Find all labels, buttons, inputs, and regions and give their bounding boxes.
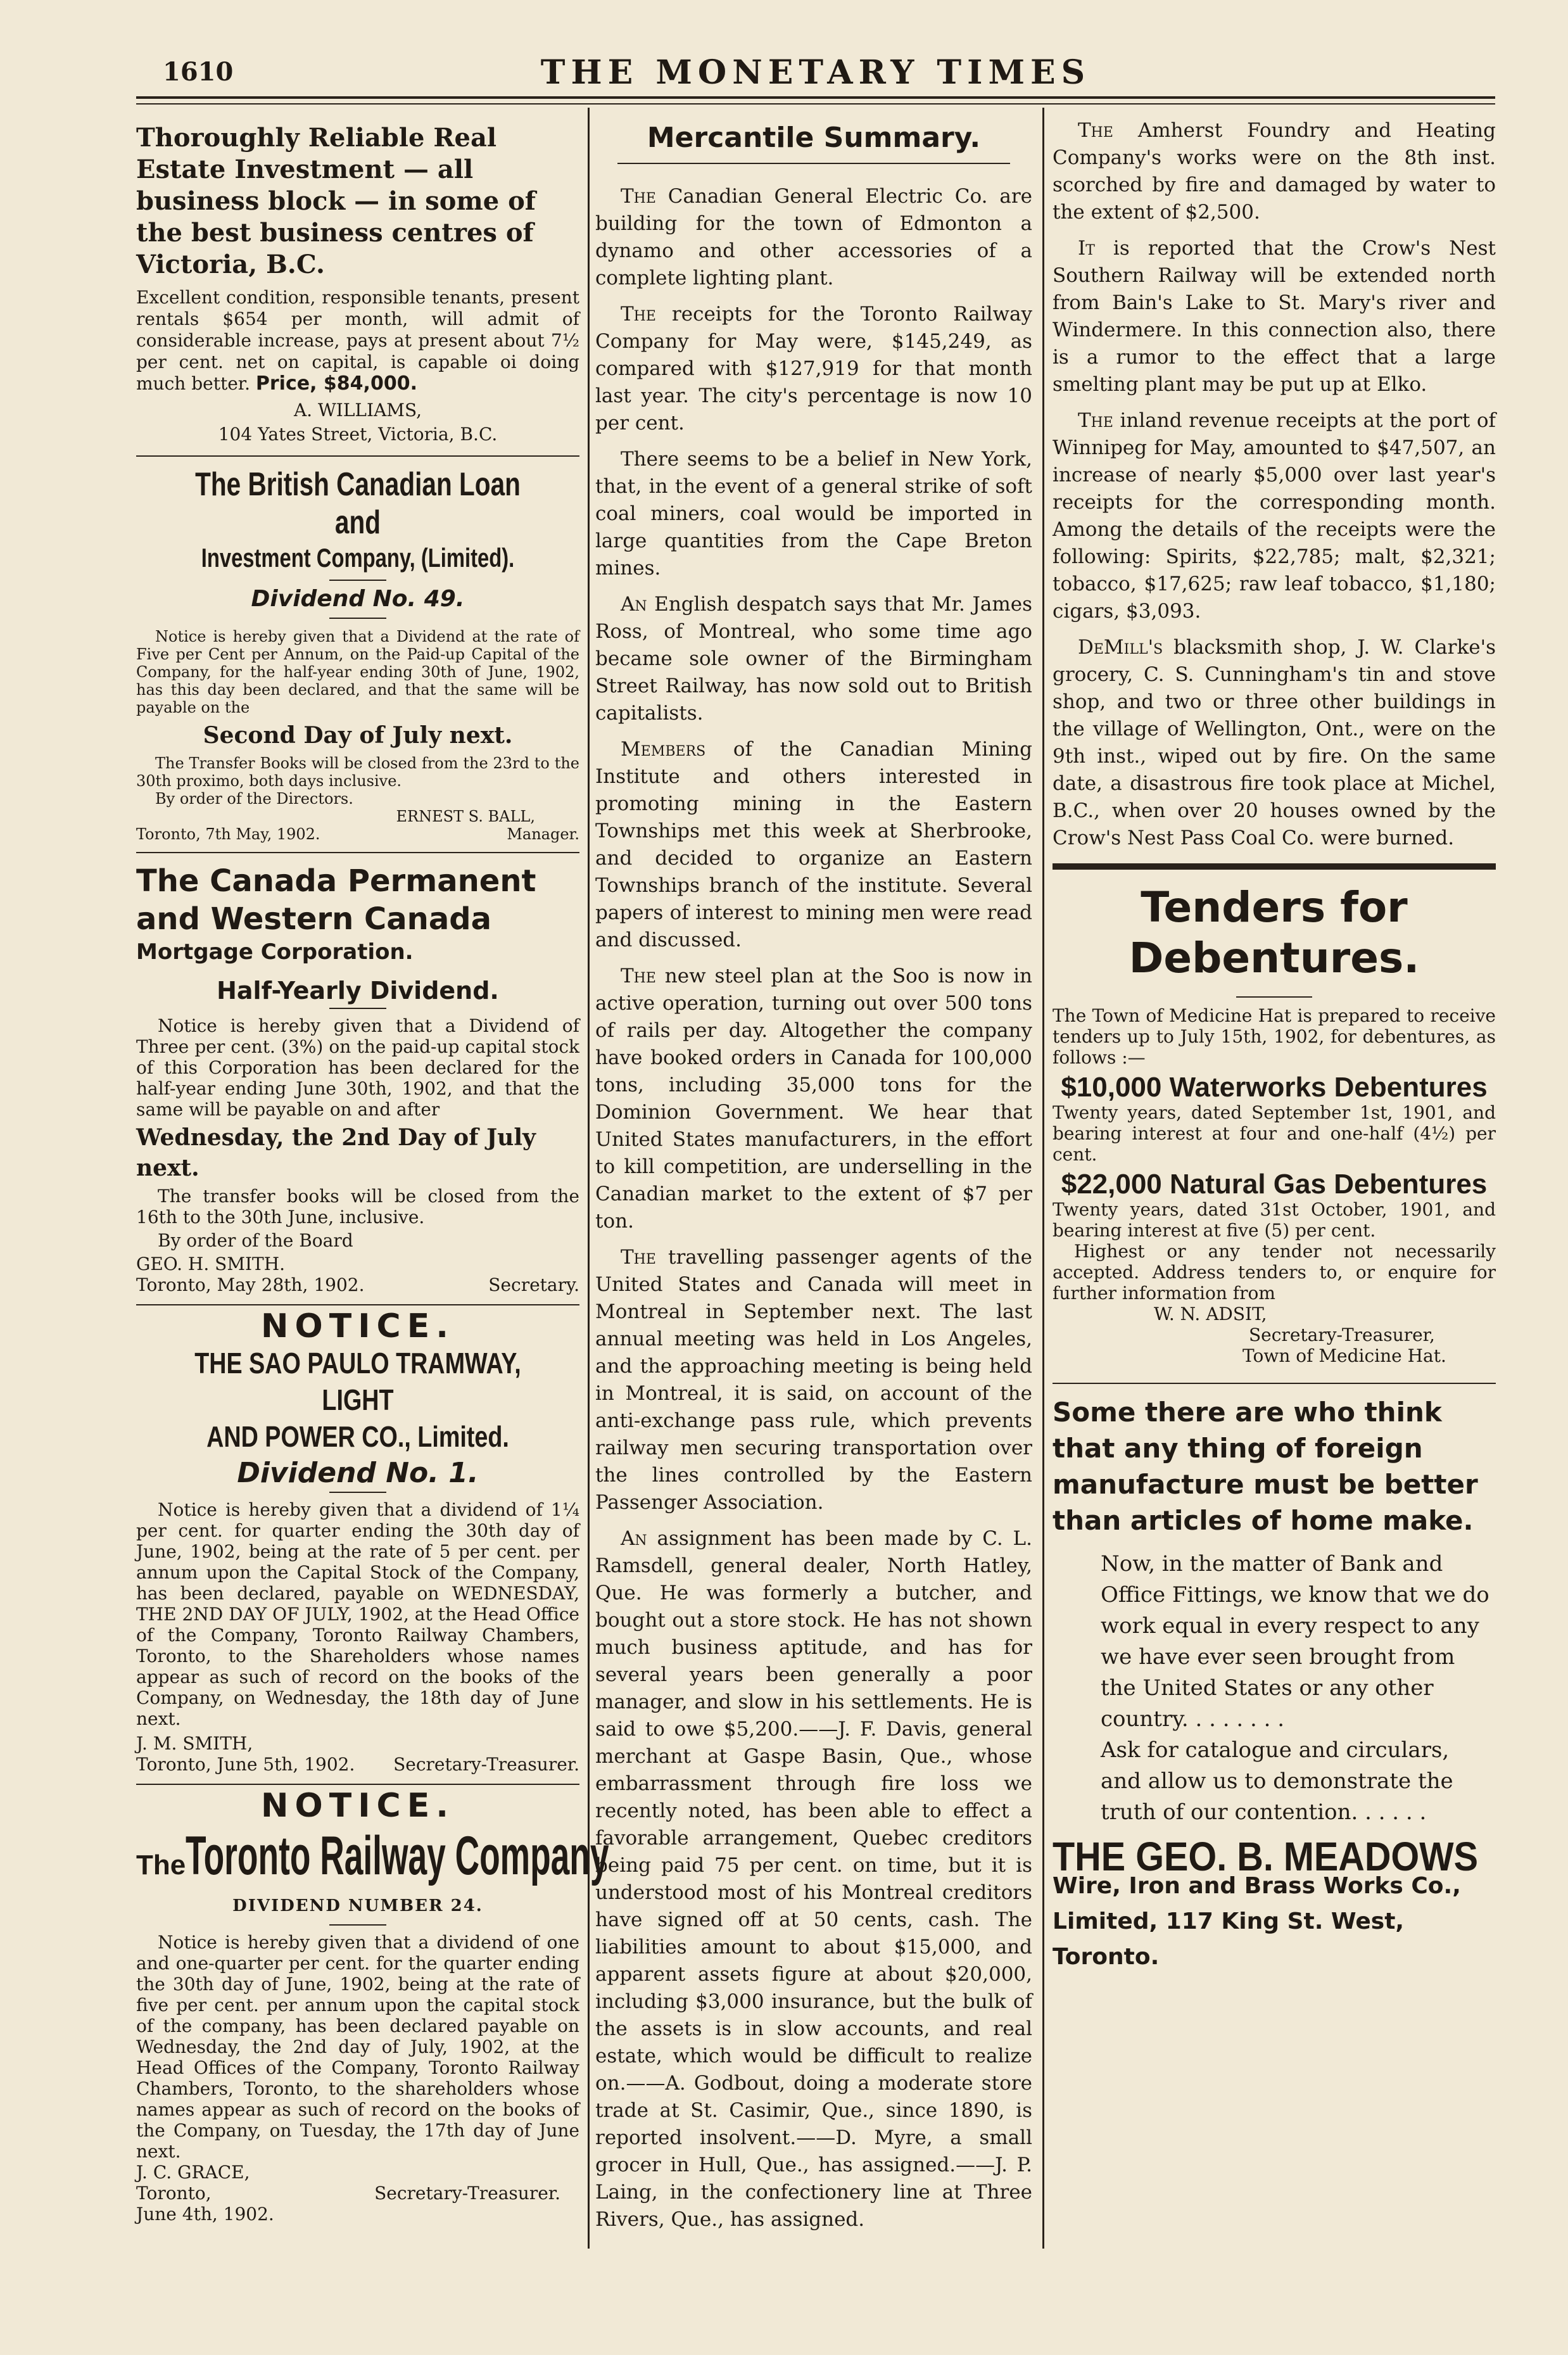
news-paragraph bbox=[1053, 235, 1496, 398]
paragraph-lead: The bbox=[621, 185, 656, 208]
sp-place-date: Toronto, June 5th, 1902. bbox=[136, 1754, 355, 1775]
paragraph-lead: An bbox=[621, 593, 647, 616]
paragraph-text: Amherst Foundry and Heating Company's works were on the 8th inst. scorched by fire and damaged by water to the extent of $2,500. bbox=[1053, 119, 1496, 224]
news-paragraph bbox=[595, 736, 1032, 954]
tr-role: Secretary-Treasurer. bbox=[374, 2183, 560, 2204]
cp-date: Wednesday, the 2nd Day of July next. bbox=[136, 1124, 536, 1181]
heading-rule bbox=[617, 163, 1010, 164]
bcl-transfer: The Transfer Books will be closed from the 23rd to the 30th proximo, both days inclusive. bbox=[136, 754, 579, 790]
paragraph-lead: The bbox=[621, 303, 656, 326]
bcl-place-date: Toronto, 7th May, 1902. bbox=[136, 825, 320, 843]
debenture-1-title: $10,000 Waterworks Debentures bbox=[1061, 1072, 1488, 1103]
sp-signer: J. M. SMITH, bbox=[136, 1733, 253, 1754]
paragraph-text: There seems to be a belief in New York, that, in the event of a general strike of soft coal miners, coal would be imported in large quantities from the Cape Breton mines. bbox=[595, 448, 1032, 580]
real-estate-address: 104 Yates Street, Victoria, B.C. bbox=[218, 424, 498, 445]
bcl-date: Second Day of July next. bbox=[203, 722, 513, 749]
section-rule bbox=[1053, 863, 1496, 870]
column-left bbox=[136, 117, 609, 2225]
mercantile-paragraphs bbox=[595, 183, 1032, 2233]
cp-body: Notice is hereby given that a Dividend of Three per cent. (3%) on the paid-up capital stock of this Corporation has been declared for the half-year ending June 30th, 1902, and that the same will be payable on and after bbox=[136, 1015, 579, 1120]
cp-signer: GEO. H. SMITH. bbox=[136, 1254, 286, 1274]
header-rule-thin bbox=[136, 103, 1495, 105]
bcl-title-2: Investment Company, (Limited). bbox=[201, 543, 515, 573]
ad-divider bbox=[136, 852, 579, 853]
paragraph-text: blacksmith shop, J. W. Clarke's grocery, C. S. Cunningham's tin and stove shop, and two or three other buildings in the village of Wellington, Ont., were on the 9th inst., wiped out by fire. On the same date, a disastrous fire took place at Michel, B.C., when over 20 houses owned by the Crow's Nest Pass Coal Co. were burned. bbox=[1053, 636, 1496, 849]
cp-dividend: Half-Yearly Dividend. bbox=[217, 977, 499, 1005]
tr-signature-line bbox=[136, 2183, 579, 2204]
news-paragraph bbox=[595, 446, 1032, 582]
paragraph-text: of the Canadian Mining Institute and others interested in promoting mining in the Eastern Townships met this week at Sherbrooke, and decided to organize an Eastern Townships branch of the institute. Several papers of interest to mining men were read and discussed. bbox=[595, 738, 1032, 951]
real-estate-ad bbox=[136, 122, 579, 447]
bcl-order: By order of the Directors. bbox=[155, 790, 353, 808]
news-paragraph bbox=[595, 1525, 1032, 2233]
tr-signer: J. C. GRACE, bbox=[136, 2162, 250, 2183]
short-rule bbox=[329, 618, 386, 619]
paragraph-text: travelling passenger agents of the United States and Canada will meet in Montreal in September next. The last annual meeting was held in Los Angeles, and the approaching meeting is being held in Montreal, it is said, on account of the anti-exchange pass rule, which prevents railway men securing transportation over the lines controlled by the Eastern Passenger Association. bbox=[595, 1246, 1032, 1514]
short-rule bbox=[329, 580, 386, 581]
canada-permanent-ad bbox=[136, 862, 579, 1295]
tr-date: June 4th, 1902. bbox=[136, 2204, 274, 2225]
bcl-dividend-number: Dividend No. 49. bbox=[251, 586, 465, 612]
news-paragraph bbox=[1053, 117, 1496, 226]
cp-title-3: Mortgage Corporation. bbox=[136, 939, 414, 965]
bcl-signature-line bbox=[136, 825, 579, 843]
meadows-ad bbox=[1053, 1394, 1496, 1975]
real-estate-ad-title: Thoroughly Reliable Real Estate Investment — all business block — in some of the best business centres of Victoria, B.C. bbox=[136, 123, 536, 279]
tr-body: Notice is hereby given that a dividend of one and one-quarter per cent. for the quarter ending the 30th day of June, 1902, being at the rate of five per cent. per annum upon the capital stock of the company, has been declared payable on Wednesday, the 2nd day of July, 1902, at the Head Offices of the Company, Toronto Railway Chambers, Toronto, to the shareholders whose names appear as such of record on the books of the Company, on Tuesday, the 17th day of June next. bbox=[136, 1932, 579, 2162]
page-header bbox=[136, 51, 1495, 95]
meadows-sub-2: Limited, 117 King St. West, Toronto. bbox=[1053, 1908, 1405, 1970]
paragraph-text: inland revenue receipts at the port of Winnipeg for May, amounted to $47,507, an increase of nearly $5,000 over last year's receipts for the corresponding month. Among the details of the receipts were the following: Spirits, $22,785; malt, $2,321; tobacco, $17,625; raw leaf tobacco, $1,180; cigars, $3,093. bbox=[1053, 409, 1496, 623]
paragraph-text: is reported that the Crow's Nest Southern Railway will be extended north from Bain's Lake to St. Mary's river and Windermere. In this connection also, there is a rumor to the effect that a large smelting plant may be put up at Elko. bbox=[1053, 237, 1496, 396]
cp-title-1: The Canada Permanent bbox=[136, 863, 536, 899]
short-rule bbox=[329, 1492, 386, 1493]
news-paragraph bbox=[1053, 407, 1496, 625]
tr-dividend: DIVIDEND NUMBER 24. bbox=[232, 1896, 483, 1915]
tr-place: Toronto, bbox=[136, 2183, 212, 2204]
column-middle bbox=[595, 117, 1032, 2242]
debenture-1-text: Twenty years, dated September 1st, 1901, and bearing interest at four and one-half (4½) per cent. bbox=[1053, 1102, 1496, 1165]
cp-title-2: and Western Canada bbox=[136, 901, 491, 937]
tenders-closing: Highest or any tender not necessarily accepted. Address tenders to, or enquire for further information from bbox=[1053, 1241, 1496, 1304]
meadows-company: THE GEO. B. MEADOWS bbox=[1053, 1834, 1479, 1879]
cp-signature-line bbox=[136, 1274, 579, 1295]
toronto-railway-ad bbox=[136, 1787, 609, 2225]
sao-paulo-ad bbox=[136, 1307, 579, 1775]
ad-divider bbox=[1053, 1383, 1496, 1384]
real-estate-price: Price, $84,000. bbox=[255, 372, 417, 395]
news-paragraph bbox=[595, 301, 1032, 437]
paragraph-lead: DeMill's bbox=[1078, 636, 1163, 659]
paragraph-lead: The bbox=[621, 1246, 656, 1269]
debenture-2-title: $22,000 Natural Gas Debentures bbox=[1061, 1169, 1488, 1200]
cp-role: Secretary. bbox=[488, 1274, 579, 1295]
news-paragraphs bbox=[1053, 117, 1496, 852]
ad-divider bbox=[136, 455, 579, 457]
paragraph-lead: An bbox=[621, 1527, 647, 1550]
bcl-body: Notice is hereby given that a Dividend at the rate of Five per Cent per Annum, on the Paid-up Capital of the Company, for the half-year ending 30th of June, 1902, has this day been declared, and that the same will be payable on the bbox=[136, 628, 579, 716]
debenture-2-text: Twenty years, dated 31st October, 1901, and bearing interest at five (5) per cent. bbox=[1053, 1199, 1496, 1241]
bcl-role: Manager. bbox=[507, 825, 579, 843]
tenders-town: Town of Medicine Hat. bbox=[1242, 1345, 1446, 1366]
tenders-heading-2: Debentures. bbox=[1129, 934, 1420, 982]
ad-divider bbox=[136, 1304, 579, 1305]
tr-title bbox=[136, 1824, 609, 1888]
paragraph-text: assignment has been made by C. L. Ramsdell, general dealer, North Hatley, Que. He was formerly a butcher, and bought out a store stock. He has not shown much business aptitude, and has for several years been generally a poor manager, and slow in his settlements. He is said to owe $5,200.——J. F. Davis, general merchant at Gaspe Basin, Que., whose embarrassment through fire loss we recently noted, has been able to effect a favorable arrangement, Quebec creditors being paid 75 per cent. on time, but it is understood most of his Montreal creditors have signed off at 50 cents, cash. The liabilities amount to about $15,000, and apparent assets figure at about $20,000, including $3,000 insurance, but the bulk of the assets is in slow accounts, and real estate, which would be difficult to realize on.——A. Godbout, doing a moderate store trade at St. Casimir, Que., since 1890, is reported insolvent.——D. Myre, a small grocer in Hull, Que., has assigned.——J. P. Laing, in the confectionery line at Three Rivers, Que., has assigned. bbox=[595, 1527, 1032, 2231]
column-right bbox=[1053, 117, 1496, 1975]
british-canadian-loan-ad bbox=[136, 466, 579, 843]
short-rule bbox=[329, 1924, 386, 1926]
sp-title-2: AND POWER CO., Limited. bbox=[206, 1420, 509, 1453]
paragraph-text: Canadian General Electric Co. are building for the town of Edmonton a dynamo and other accessories of a complete lighting plant. bbox=[595, 185, 1032, 289]
tr-notice: NOTICE. bbox=[261, 1787, 455, 1825]
paragraph-text: new steel plan at the Soo is now in active operation, turning out over 500 tons of rails per day. Altogether the company have booked orders in Canada for 100,000 tons, including 35,000 tons for the Dominion Government. We hear that United States manufacturers, in the effort to kill competition, are underselling in the Canadian market to the extent of $7 per ton. bbox=[595, 965, 1032, 1233]
cp-place-date: Toronto, May 28th, 1902. bbox=[136, 1274, 365, 1295]
sp-title-1: THE SAO PAULO TRAMWAY, LIGHT bbox=[194, 1347, 521, 1416]
meadows-sub-1: Wire, Iron and Brass Works Co., bbox=[1053, 1873, 1461, 1899]
mercantile-summary-heading: Mercantile Summary. bbox=[647, 122, 981, 154]
page-number: 1610 bbox=[163, 57, 234, 87]
journal-title: THE MONETARY TIMES bbox=[540, 53, 1091, 92]
meadows-body-2: Ask for catalogue and circulars, and allow us to demonstrate the truth of our contention. . . . . . bbox=[1101, 1737, 1453, 1825]
short-rule bbox=[1236, 996, 1312, 998]
news-paragraph bbox=[595, 591, 1032, 727]
sp-dividend: Dividend No. 1. bbox=[237, 1457, 479, 1489]
sp-signature-line bbox=[136, 1754, 579, 1775]
real-estate-name: A. WILLIAMS, bbox=[293, 400, 422, 421]
paragraph-lead: The bbox=[1078, 409, 1113, 432]
paragraph-lead: The bbox=[621, 965, 656, 987]
bcl-signer: ERNEST S. BALL, bbox=[396, 808, 535, 825]
tenders-heading-1: Tenders for bbox=[1141, 883, 1408, 932]
ad-divider bbox=[136, 1784, 579, 1785]
news-paragraph bbox=[1053, 634, 1496, 852]
tenders-ad bbox=[1053, 882, 1496, 1366]
short-rule bbox=[329, 1008, 386, 1009]
column-divider bbox=[1042, 108, 1044, 2249]
tenders-role: Secretary-Treasurer, bbox=[1249, 1324, 1435, 1345]
tenders-signer: W. N. ADSIT, bbox=[1154, 1304, 1267, 1324]
news-paragraph bbox=[595, 963, 1032, 1235]
paragraph-lead: The bbox=[1078, 119, 1113, 142]
tenders-intro: The Town of Medicine Hat is prepared to receive tenders up to July 15th, 1902, for debentures, as follows :— bbox=[1053, 1005, 1496, 1068]
sp-role: Secretary-Treasurer. bbox=[393, 1754, 579, 1775]
paragraph-lead: Members bbox=[621, 738, 706, 761]
header-rule bbox=[136, 96, 1495, 99]
bcl-title-1: The British Canadian Loan and bbox=[195, 466, 521, 541]
sp-body: Notice is hereby given that a dividend of 1¼ per cent. for quarter ending the 30th day of June, 1902, being at the rate of 5 per cent. per annum upon the Capital Stock of the Company, has been declared, payable on WEDNESDAY, THE 2ND DAY OF JULY, 1902, at the Head Office of the Company, Toronto Railway Chambers, Toronto, to the Shareholders whose names appear as such of record on the books of the Company, on Wednesday, the 18th day of June next. bbox=[136, 1499, 579, 1729]
cp-transfer: The transfer books will be closed from the 16th to the 30th June, inclusive. bbox=[136, 1186, 579, 1228]
tr-title-main: Toronto Railway Company bbox=[186, 1825, 609, 1886]
paragraph-text: receipts for the Toronto Railway Company for May were, $145,249, as compared with $127,919 for that month last year. The city's percentage is now 10 per cent. bbox=[595, 303, 1032, 435]
meadows-body-1: Now, in the matter of Bank and Office Fittings, we know that we do work equal in every respect to any we have ever seen brought from the United States or any other country. . . . . . . . bbox=[1101, 1551, 1489, 1732]
meadows-headline: Some there are who think that any thing of foreign manufacture must be better than articles of home make. bbox=[1053, 1397, 1478, 1536]
news-paragraph bbox=[595, 183, 1032, 292]
column-divider bbox=[588, 108, 590, 2249]
paragraph-text: English despatch says that Mr. James Ross, of Montreal, who some time ago became sole owner of the Birmingham Street Railway, has now sold out to British capitalists. bbox=[595, 593, 1032, 725]
news-paragraph bbox=[595, 1244, 1032, 1516]
tr-title-small: The bbox=[136, 1850, 186, 1881]
paragraph-lead: It bbox=[1078, 237, 1095, 260]
sp-notice: NOTICE. bbox=[261, 1307, 455, 1345]
cp-order: By order of the Board bbox=[158, 1230, 353, 1251]
real-estate-ad-body: Excellent condition, responsible tenants, present rentals $654 per month, will admit of considerable increase, pays at present about 7½ per cent. net on capital, is capable oi doing much better. Price, $84,000. bbox=[136, 287, 579, 395]
